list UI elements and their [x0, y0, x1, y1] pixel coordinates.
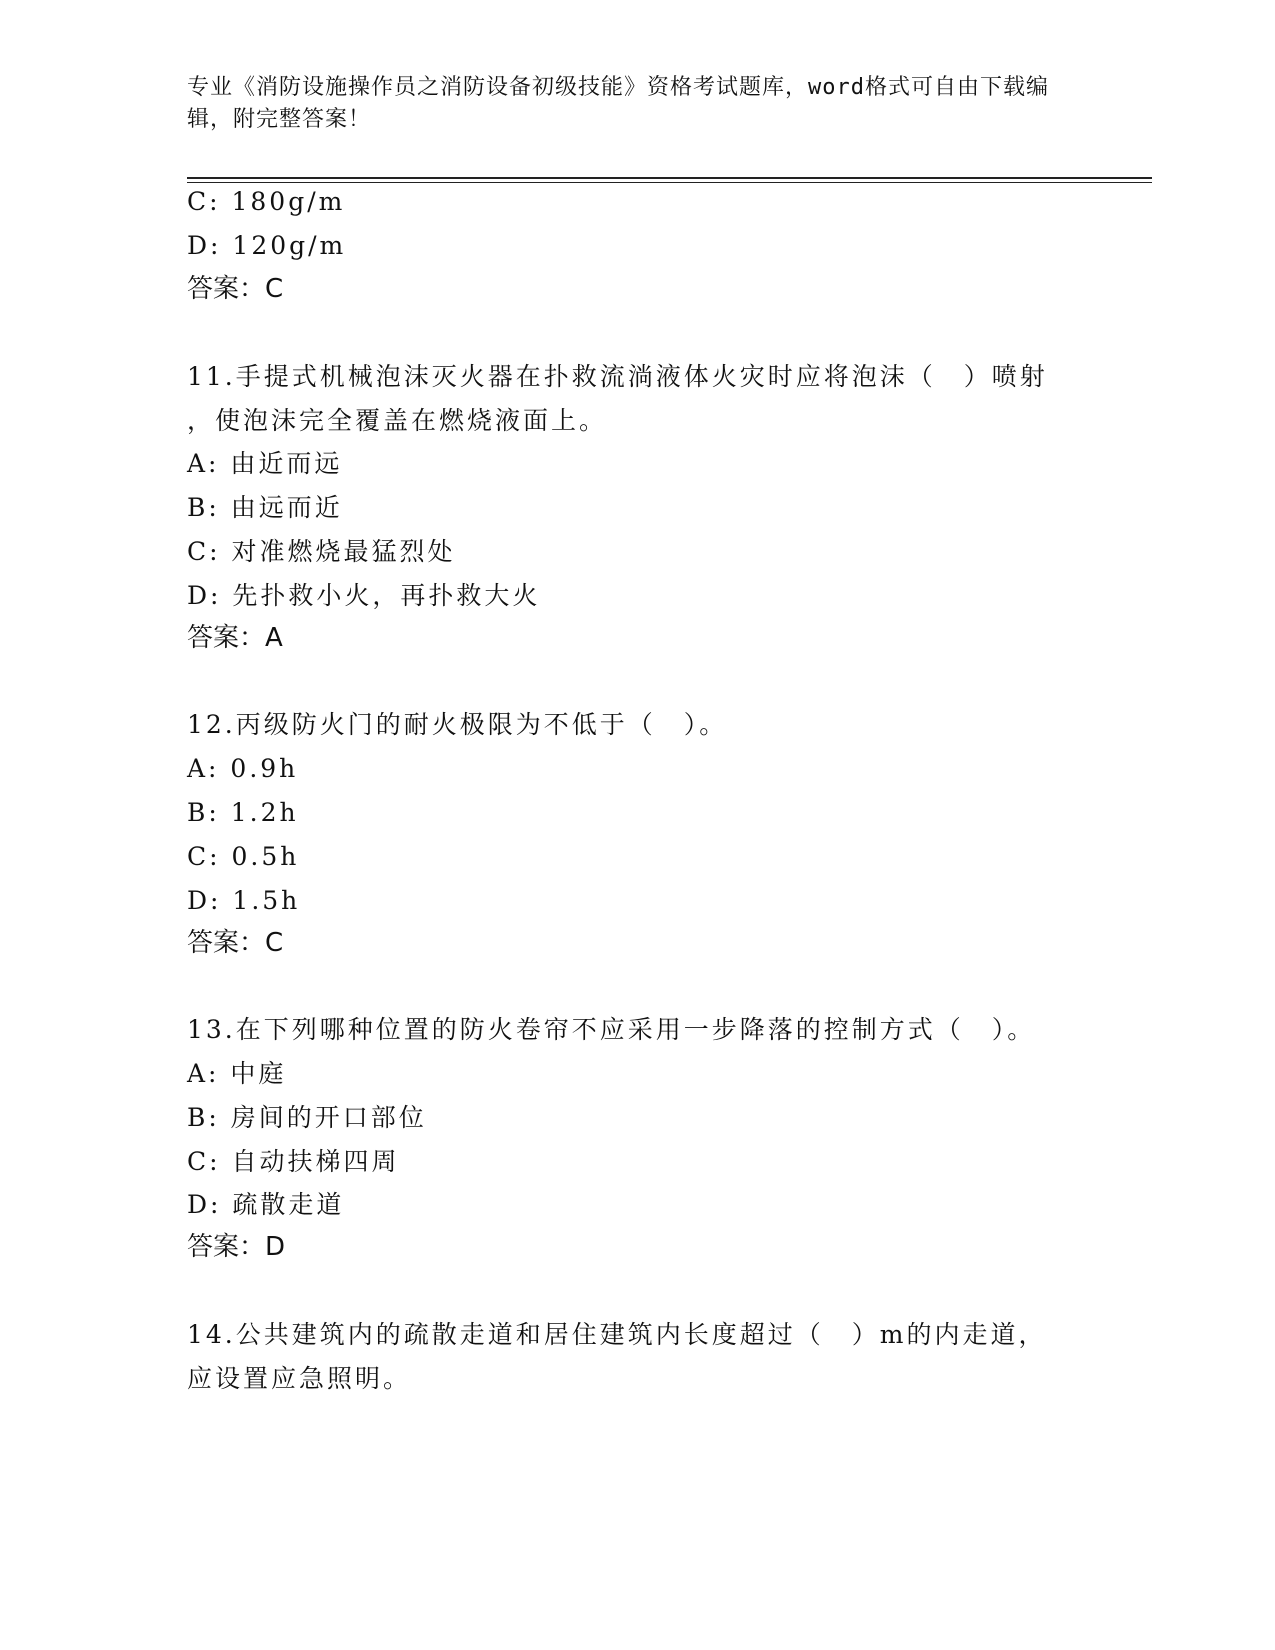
option-c: C: 180g/m: [187, 187, 346, 216]
question-stem: 14.公共建筑内的疏散走道和居住建筑内长度超过（ ）m的内走道，: [187, 1320, 1047, 1349]
option-b: B: 1.2h: [187, 798, 299, 827]
answer-line: 答案：D: [187, 1232, 286, 1262]
header-divider-thin: [187, 182, 1152, 183]
option-b: B: 由远而近: [187, 493, 343, 522]
option-a: A: 0.9h: [187, 754, 299, 783]
option-c: C: 对准燃烧最猛烈处: [187, 537, 456, 566]
option-a: A: 由近而远: [187, 449, 343, 478]
question-stem: 13.在下列哪种位置的防火卷帘不应采用一步降落的控制方式（ ）。: [187, 1015, 1036, 1044]
option-b: B: 房间的开口部位: [187, 1103, 427, 1132]
header-divider-thick: [187, 177, 1152, 179]
option-c: C: 0.5h: [187, 842, 300, 871]
question-stem-continued: ，使泡沫完全覆盖在燃烧液面上。: [187, 406, 608, 435]
option-d: D: 120g/m: [187, 231, 347, 260]
option-d: D: 疏散走道: [187, 1190, 345, 1219]
answer-line: 答案：C: [187, 274, 284, 304]
answer-line: 答案：A: [187, 623, 283, 653]
question-stem-continued: 应设置应急照明。: [187, 1364, 412, 1393]
page-header: 专业《消防设施操作员之消防设备初级技能》资格考试题库，word格式可自由下载编辑，附完整答案！: [187, 75, 1049, 132]
option-c: C: 自动扶梯四周: [187, 1147, 400, 1176]
option-d: D: 1.5h: [187, 886, 301, 915]
option-d: D: 先扑救小火，再扑救大火: [187, 581, 541, 610]
question-stem: 11.手提式机械泡沫灭火器在扑救流淌液体火灾时应将泡沫（ ）喷射: [187, 362, 1048, 391]
option-a: A: 中庭: [187, 1059, 287, 1088]
answer-line: 答案：C: [187, 928, 284, 958]
question-stem: 12.丙级防火门的耐火极限为不低于（ ）。: [187, 710, 728, 739]
